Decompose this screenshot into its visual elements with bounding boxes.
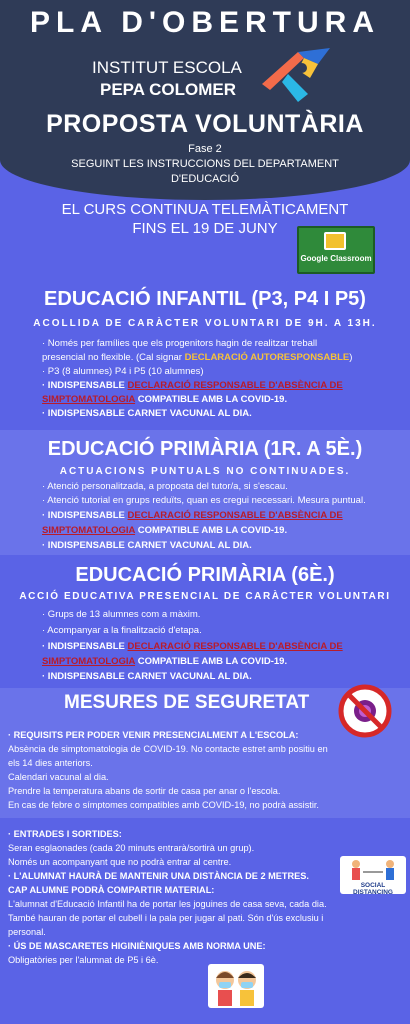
- infantil-compatible: COMPATIBLE AMB LA COVID-19.: [135, 394, 288, 405]
- requisits-heading: · REQUISITS PER PODER VENIR PRESENCIALMENT A L'ESCOLA:: [8, 730, 299, 740]
- primaria-line-1: · Atenció personalitzada, a proposta del tutor/a, si s'escau.: [42, 481, 288, 492]
- primaria-section: [0, 430, 410, 555]
- social-distancing-image: [340, 856, 406, 894]
- distancia-heading-2: CAP ALUMNE PODRÀ COMPARTIR MATERIAL:: [8, 885, 215, 895]
- requisit-line-1: Absència de simptomatologia de COVID-19. No contacte estret amb positiu en: [8, 744, 328, 754]
- sise-title: EDUCACIÓ PRIMÀRIA (6È.): [75, 564, 335, 586]
- sise-line-1: · Grups de 13 alumnes com a màxim.: [42, 609, 201, 620]
- declaracio-link-infantil[interactable]: DECLARACIÓ RESPONSABLE D'ABSÈNCIA DE: [127, 380, 343, 391]
- primaria-indispensable: · INDISPENSABLE: [42, 510, 128, 521]
- kids-masks-icon: [208, 964, 264, 1008]
- infantil-line-6: · INDISPENSABLE CARNET VACUNAL AL DIA.: [42, 408, 252, 419]
- sise-section: [0, 558, 410, 686]
- primaria-compatible: COMPATIBLE AMB LA COVID-19.: [135, 525, 288, 536]
- distancia-line-2: També hauran de portar el cubell i la pala per jugar al pati. Són d'ús exclusiu i: [8, 913, 324, 923]
- sise-line-5: · INDISPENSABLE CARNET VACUNAL AL DIA.: [42, 671, 252, 682]
- primaria-line-2: · Atenció tutorial en grups reduïts, quan es cregui necessari. Mesura puntual.: [42, 495, 366, 506]
- entrades-line-2: Només un acompanyant que no podrà entrar al centre.: [8, 857, 232, 867]
- sise-compatible: COMPATIBLE AMB LA COVID-19.: [135, 656, 288, 667]
- primaria-line-3: [42, 509, 402, 523]
- infantil-line-2: [42, 351, 402, 365]
- classroom-icon: [324, 232, 346, 250]
- social-distancing-label: SOCIAL DISTANCING: [353, 882, 393, 896]
- google-classroom-badge[interactable]: [297, 226, 375, 274]
- requisit-line-2: els 14 dies anteriors.: [8, 758, 93, 768]
- sise-subtitle: ACCIÓ EDUCATIVA PRESENCIAL DE CARÀCTER VOLUNTARI: [19, 591, 391, 602]
- institut-label: INSTITUT ESCOLA: [92, 58, 242, 77]
- declaracio-link-sise[interactable]: DECLARACIÓ RESPONSABLE D'ABSÈNCIA DE: [127, 641, 343, 652]
- infantil-title: EDUCACIÓ INFANTIL (P3, P4 I P5): [44, 288, 366, 310]
- requisit-line-3: Calendari vacunal al dia.: [8, 772, 109, 782]
- declaracio-autoresponsable-link[interactable]: DECLARACIÓ AUTORESPONSABLE: [184, 352, 350, 363]
- proposta-title: PROPOSTA VOLUNTÀRIA: [46, 110, 364, 138]
- primaria-subtitle: ACTUACIONS PUNTUALS NO CONTINUADES.: [59, 466, 351, 477]
- classroom-label: Google Classroom: [300, 254, 372, 263]
- sise-indispensable: · INDISPENSABLE: [42, 641, 128, 652]
- entrades-line-1: Seran esglaonades (cada 20 minuts entrarà/sortirà un grup).: [8, 843, 255, 853]
- infantil-line-3: · P3 (8 alumnes) P4 i P5 (10 alumnes): [42, 366, 204, 377]
- paper-plane-icon: [258, 44, 338, 106]
- infantil-section: [0, 282, 410, 427]
- fase-label: Fase 2: [188, 143, 222, 155]
- distancia-line-3: personal.: [8, 927, 46, 937]
- sise-line-4: [42, 655, 402, 669]
- sise-line-3: [42, 640, 402, 654]
- people-distancing-icon: [346, 858, 400, 880]
- simptomatologia-link-primaria[interactable]: SIMPTOMATOLOGIA: [42, 525, 136, 536]
- mascaretes-line-1: Obligatòries per l'alumnat de P5 i 6è.: [8, 955, 159, 965]
- fase-text: [0, 142, 410, 187]
- infantil-indispensable: · INDISPENSABLE: [42, 380, 128, 391]
- primaria-line-4: [42, 524, 402, 538]
- infantil-line-5: [42, 393, 402, 407]
- mascaretes-heading: · ÚS DE MASCARETES HIGINIÈNIQUES AMB NORMA UNE:: [8, 941, 266, 951]
- requisit-line-4: Prendre la temperatura abans de sortir de casa per anar o l'escola.: [8, 786, 281, 796]
- page-title: PLA D'OBERTURA: [29, 6, 380, 39]
- sise-line-2: · Acompanyar a la finalització d'etapa.: [42, 625, 202, 636]
- infantil-line-2-end: ): [349, 352, 353, 363]
- educacio-label: D'EDUCACIÓ: [170, 173, 240, 185]
- mesures-title: MESURES DE SEGURETAT: [64, 692, 310, 713]
- infantil-line-2-text: presencial no flexible. (Cal signar: [42, 352, 185, 363]
- curs-line-2: FINS EL 19 DE JUNY: [132, 220, 278, 237]
- distancia-heading-1: · L'ALUMNAT HAURÀ DE MANTENIR UNA DISTÀNCIA DE 2 METRES.: [8, 871, 309, 881]
- seguint-label: SEGUINT LES INSTRUCCIONS DEL DEPARTAMENT: [71, 158, 339, 170]
- entrades-heading: · ENTRADES I SORTIDES:: [8, 829, 122, 839]
- school-name: PEPA COLOMER: [100, 80, 237, 99]
- primaria-line-5: · INDISPENSABLE CARNET VACUNAL AL DIA.: [42, 540, 252, 551]
- simptomatologia-link-infantil[interactable]: SIMPTOMATOLOGIA: [42, 394, 136, 405]
- declaracio-link-primaria[interactable]: DECLARACIÓ RESPONSABLE D'ABSÈNCIA DE: [127, 510, 343, 521]
- simptomatologia-link-sise[interactable]: SIMPTOMATOLOGIA: [42, 656, 136, 667]
- infantil-subtitle: ACOLLIDA DE CARÀCTER VOLUNTARI DE 9H. A 13H.: [33, 318, 377, 329]
- curs-line-1: EL CURS CONTINUA TELEMÀTICAMENT: [61, 201, 349, 218]
- distancia-line-1: L'alumnat d'Educació Infantil ha de portar les joguines de casa seva, cada dia.: [8, 899, 327, 909]
- requisit-line-5: En cas de febre o símptomes compatibles amb COVID-19, no podrà assistir.: [8, 800, 319, 810]
- infantil-line-1: · Només per famílies que els progenitors hagin de realitzar treball: [42, 338, 318, 349]
- primaria-title: EDUCACIÓ PRIMÀRIA (1R. A 5È.): [47, 438, 363, 460]
- infantil-line-4: [42, 379, 402, 393]
